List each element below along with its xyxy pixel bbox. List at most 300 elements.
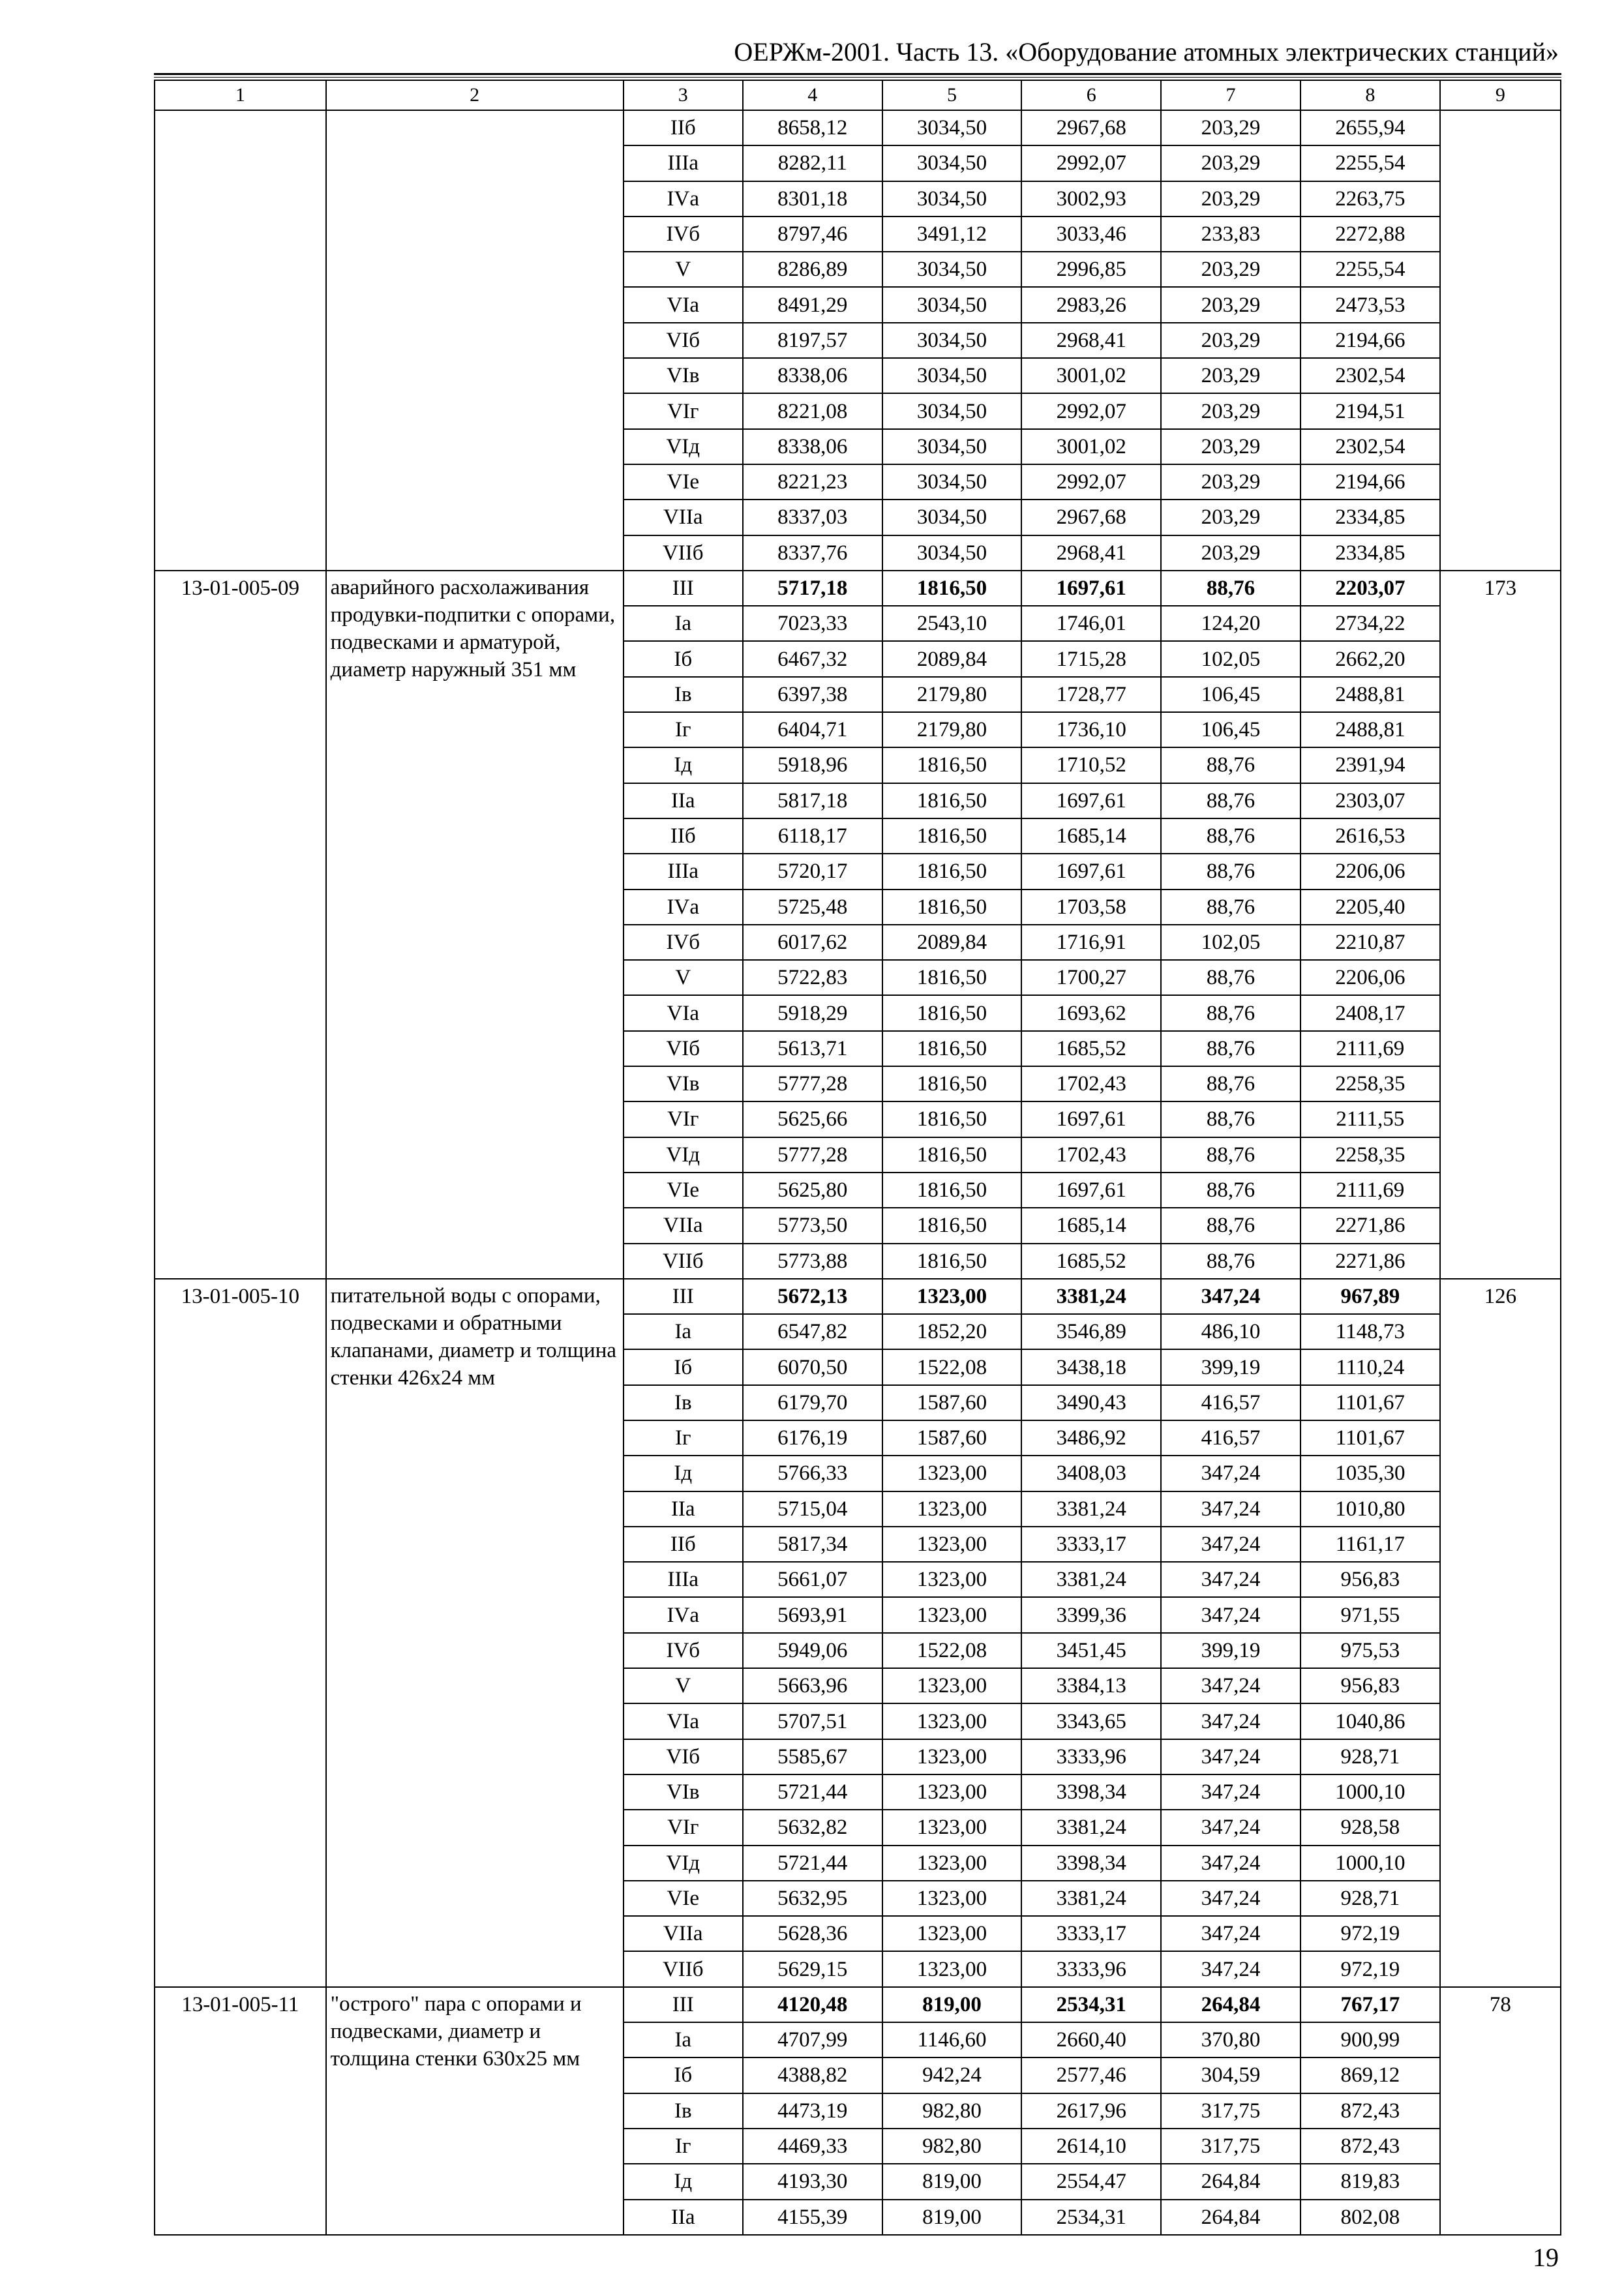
value-cell: 767,17 (1301, 1987, 1440, 2022)
value-cell: 2271,86 (1301, 1208, 1440, 1243)
value-cell: 6176,19 (743, 1420, 882, 1456)
value-cell: 5722,83 (743, 960, 882, 995)
value-cell: 942,24 (882, 2057, 1022, 2093)
value-cell: 203,29 (1161, 110, 1301, 145)
value-cell: 3002,93 (1021, 181, 1161, 217)
column-header: 6 (1021, 80, 1161, 110)
value-cell: 1816,50 (882, 818, 1022, 854)
value-cell: 1587,60 (882, 1420, 1022, 1456)
value-cell: 3034,50 (882, 500, 1022, 535)
value-cell: 1697,61 (1021, 1101, 1161, 1137)
value-cell: 8282,11 (743, 145, 882, 181)
value-cell: 1323,00 (882, 1597, 1022, 1632)
value-cell: 88,76 (1161, 960, 1301, 995)
value-cell: 5777,28 (743, 1066, 882, 1101)
zone-cell: Iа (624, 2022, 743, 2057)
zone-cell: IVб (624, 217, 743, 252)
value-cell: 3333,96 (1021, 1739, 1161, 1774)
value-cell: 2179,80 (882, 677, 1022, 712)
value-cell: 2111,69 (1301, 1031, 1440, 1066)
zone-cell: VIIа (624, 500, 743, 535)
value-cell: 2255,54 (1301, 145, 1440, 181)
zone-cell: VIг (624, 1810, 743, 1845)
value-cell: 2968,41 (1021, 535, 1161, 571)
item-code: 13-01-005-09 (155, 571, 326, 1279)
zone-cell: Iд (624, 747, 743, 783)
value-cell: 5817,34 (743, 1527, 882, 1562)
zone-cell: VIб (624, 1739, 743, 1774)
value-cell: 88,76 (1161, 995, 1301, 1030)
value-cell: 2179,80 (882, 712, 1022, 747)
value-cell: 1697,61 (1021, 854, 1161, 889)
value-cell: 106,45 (1161, 712, 1301, 747)
value-cell: 5632,95 (743, 1881, 882, 1916)
zone-cell: VIв (624, 1774, 743, 1810)
value-cell: 5625,80 (743, 1173, 882, 1208)
value-cell: 819,00 (882, 1987, 1022, 2022)
value-cell: 347,24 (1161, 1774, 1301, 1810)
value-cell: 1816,50 (882, 1137, 1022, 1173)
value-cell: 3398,34 (1021, 1774, 1161, 1810)
value-cell: 1110,24 (1301, 1349, 1440, 1384)
value-cell: 88,76 (1161, 1208, 1301, 1243)
value-cell: 5715,04 (743, 1491, 882, 1527)
value-cell: 3381,24 (1021, 1562, 1161, 1597)
value-cell: 2992,07 (1021, 393, 1161, 428)
value-cell: 2614,10 (1021, 2129, 1161, 2164)
value-cell: 5661,07 (743, 1562, 882, 1597)
zone-cell: Iг (624, 712, 743, 747)
value-cell: 6467,32 (743, 641, 882, 676)
value-cell: 1697,61 (1021, 571, 1161, 606)
value-cell: 2967,68 (1021, 500, 1161, 535)
value-cell: 8491,29 (743, 287, 882, 322)
zone-cell: IIб (624, 110, 743, 145)
zone-cell: V (624, 960, 743, 995)
value-cell: 347,24 (1161, 1951, 1301, 1986)
zone-cell: IVа (624, 1597, 743, 1632)
value-cell: 8658,12 (743, 110, 882, 145)
value-cell: 1323,00 (882, 1491, 1022, 1527)
value-cell: 2334,85 (1301, 500, 1440, 535)
value-cell: 1816,50 (882, 1031, 1022, 1066)
value-cell: 106,45 (1161, 677, 1301, 712)
value-cell: 88,76 (1161, 1101, 1301, 1137)
zone-cell: Iг (624, 1420, 743, 1456)
value-cell: 2210,87 (1301, 925, 1440, 960)
zone-cell: VIв (624, 1066, 743, 1101)
column-header: 2 (326, 80, 624, 110)
zone-cell: VIд (624, 1846, 743, 1881)
value-cell: 2263,75 (1301, 181, 1440, 217)
value-cell: 2543,10 (882, 606, 1022, 641)
value-cell: 203,29 (1161, 323, 1301, 358)
value-cell: 1746,01 (1021, 606, 1161, 641)
value-cell: 1148,73 (1301, 1314, 1440, 1349)
zone-cell: Iб (624, 641, 743, 676)
value-cell: 1587,60 (882, 1385, 1022, 1420)
value-cell: 347,24 (1161, 1703, 1301, 1739)
value-cell: 2203,07 (1301, 571, 1440, 606)
value-cell: 6017,62 (743, 925, 882, 960)
value-cell: 4707,99 (743, 2022, 882, 2057)
value-cell: 1816,50 (882, 995, 1022, 1030)
item-code: 13-01-005-10 (155, 1279, 326, 1987)
item-code (155, 110, 326, 571)
value-cell: 1710,52 (1021, 747, 1161, 783)
value-cell: 1040,86 (1301, 1703, 1440, 1739)
value-cell: 3384,13 (1021, 1668, 1161, 1703)
value-cell: 88,76 (1161, 854, 1301, 889)
value-cell: 1685,14 (1021, 818, 1161, 854)
value-cell: 2554,47 (1021, 2164, 1161, 2199)
item-description (326, 110, 624, 571)
value-cell: 88,76 (1161, 890, 1301, 925)
value-cell: 1685,52 (1021, 1031, 1161, 1066)
zone-cell: Iа (624, 1314, 743, 1349)
value-cell: 2534,31 (1021, 1987, 1161, 2022)
value-cell: 1697,61 (1021, 1173, 1161, 1208)
value-cell: 3408,03 (1021, 1456, 1161, 1491)
value-cell: 8197,57 (743, 323, 882, 358)
value-cell: 5672,13 (743, 1279, 882, 1314)
value-cell: 8221,23 (743, 464, 882, 500)
zone-cell: VIг (624, 393, 743, 428)
value-cell: 802,08 (1301, 2200, 1440, 2235)
value-cell: 1703,58 (1021, 890, 1161, 925)
header-rule-thin (154, 77, 1561, 78)
zone-cell: VIг (624, 1101, 743, 1137)
value-cell: 3333,17 (1021, 1527, 1161, 1562)
value-cell: 819,00 (882, 2164, 1022, 2199)
value-cell: 5585,67 (743, 1739, 882, 1774)
price-table (154, 80, 1561, 2236)
zone-cell: Iв (624, 2093, 743, 2129)
value-cell: 264,84 (1161, 2200, 1301, 2235)
value-cell: 928,71 (1301, 1881, 1440, 1916)
value-cell: 3438,18 (1021, 1349, 1161, 1384)
value-cell: 3034,50 (882, 181, 1022, 217)
value-cell: 819,83 (1301, 2164, 1440, 2199)
table-row (155, 1279, 1561, 1314)
value-cell: 5613,71 (743, 1031, 882, 1066)
value-cell: 8301,18 (743, 181, 882, 217)
value-cell: 1161,17 (1301, 1527, 1440, 1562)
value-cell: 2473,53 (1301, 287, 1440, 322)
value-cell: 872,43 (1301, 2129, 1440, 2164)
value-cell: 5777,28 (743, 1137, 882, 1173)
zone-cell: Iб (624, 1349, 743, 1384)
value-cell: 2194,66 (1301, 464, 1440, 500)
value-cell: 3486,92 (1021, 1420, 1161, 1456)
table-row (155, 110, 1561, 145)
value-cell: 264,84 (1161, 2164, 1301, 2199)
value-cell: 203,29 (1161, 181, 1301, 217)
value-cell: 2488,81 (1301, 712, 1440, 747)
zone-cell: VIе (624, 464, 743, 500)
page-header: ОЕРЖм-2001. Часть 13. «Оборудование атомных электрических станций» (734, 37, 1559, 67)
value-cell: 2967,68 (1021, 110, 1161, 145)
value-cell: 416,57 (1161, 1385, 1301, 1420)
column-number-row (155, 80, 1561, 110)
value-cell: 1323,00 (882, 1703, 1022, 1739)
value-cell: 2534,31 (1021, 2200, 1161, 2235)
value-cell: 1736,10 (1021, 712, 1161, 747)
value-cell: 2734,22 (1301, 606, 1440, 641)
zone-cell: III (624, 1987, 743, 2022)
zone-cell: VIIб (624, 1244, 743, 1279)
value-cell: 5918,96 (743, 747, 882, 783)
value-cell: 6397,38 (743, 677, 882, 712)
value-cell: 1323,00 (882, 1456, 1022, 1491)
table-body (155, 110, 1561, 2235)
value-cell: 1816,50 (882, 1101, 1022, 1137)
page-number: 19 (1533, 2243, 1559, 2272)
item-total: 173 (1440, 571, 1561, 1279)
item-description: аварийного расхолаживания продувки-подпитки с опорами, подвесками и арматурой, диаметр наружный 351 мм (326, 571, 624, 1279)
value-cell: 2968,41 (1021, 323, 1161, 358)
value-cell: 1816,50 (882, 1208, 1022, 1243)
value-cell: 2258,35 (1301, 1137, 1440, 1173)
zone-cell: Iа (624, 606, 743, 641)
value-cell: 2194,66 (1301, 323, 1440, 358)
value-cell: 2488,81 (1301, 677, 1440, 712)
value-cell: 928,58 (1301, 1810, 1440, 1845)
value-cell: 1101,67 (1301, 1420, 1440, 1456)
zone-cell: Iд (624, 1456, 743, 1491)
value-cell: 5632,82 (743, 1810, 882, 1845)
value-cell: 5629,15 (743, 1951, 882, 1986)
value-cell: 2089,84 (882, 641, 1022, 676)
value-cell: 967,89 (1301, 1279, 1440, 1314)
value-cell: 8338,06 (743, 429, 882, 464)
column-header: 8 (1301, 80, 1440, 110)
value-cell: 2206,06 (1301, 854, 1440, 889)
value-cell: 1323,00 (882, 1846, 1022, 1881)
value-cell: 2302,54 (1301, 358, 1440, 393)
zone-cell: V (624, 1668, 743, 1703)
value-cell: 4388,82 (743, 2057, 882, 2093)
value-cell: 347,24 (1161, 1810, 1301, 1845)
value-cell: 1816,50 (882, 783, 1022, 818)
value-cell: 971,55 (1301, 1597, 1440, 1632)
table-row (155, 1987, 1561, 2022)
value-cell: 3034,50 (882, 287, 1022, 322)
zone-cell: VIа (624, 995, 743, 1030)
value-cell: 5766,33 (743, 1456, 882, 1491)
value-cell: 2111,69 (1301, 1173, 1440, 1208)
value-cell: 6404,71 (743, 712, 882, 747)
value-cell: 2255,54 (1301, 252, 1440, 287)
value-cell: 2617,96 (1021, 2093, 1161, 2129)
value-cell: 2992,07 (1021, 464, 1161, 500)
value-cell: 5707,51 (743, 1703, 882, 1739)
value-cell: 2271,86 (1301, 1244, 1440, 1279)
value-cell: 88,76 (1161, 1173, 1301, 1208)
value-cell: 3001,02 (1021, 429, 1161, 464)
value-cell: 1010,80 (1301, 1491, 1440, 1527)
value-cell: 5663,96 (743, 1668, 882, 1703)
value-cell: 102,05 (1161, 925, 1301, 960)
value-cell: 819,00 (882, 2200, 1022, 2235)
value-cell: 1728,77 (1021, 677, 1161, 712)
value-cell: 347,24 (1161, 1597, 1301, 1632)
value-cell: 2302,54 (1301, 429, 1440, 464)
value-cell: 370,80 (1161, 2022, 1301, 2057)
value-cell: 5625,66 (743, 1101, 882, 1137)
zone-cell: Iв (624, 677, 743, 712)
value-cell: 3034,50 (882, 110, 1022, 145)
value-cell: 203,29 (1161, 464, 1301, 500)
value-cell: 4193,30 (743, 2164, 882, 2199)
value-cell: 8797,46 (743, 217, 882, 252)
value-cell: 304,59 (1161, 2057, 1301, 2093)
zone-cell: VIа (624, 287, 743, 322)
value-cell: 3381,24 (1021, 1279, 1161, 1314)
header-rule (154, 73, 1561, 75)
zone-cell: VIе (624, 1881, 743, 1916)
value-cell: 3033,46 (1021, 217, 1161, 252)
value-cell: 88,76 (1161, 1244, 1301, 1279)
value-cell: 1702,43 (1021, 1137, 1161, 1173)
value-cell: 486,10 (1161, 1314, 1301, 1349)
value-cell: 3451,45 (1021, 1633, 1161, 1668)
value-cell: 5773,50 (743, 1208, 882, 1243)
value-cell: 233,83 (1161, 217, 1301, 252)
value-cell: 203,29 (1161, 429, 1301, 464)
value-cell: 1035,30 (1301, 1456, 1440, 1491)
value-cell: 3001,02 (1021, 358, 1161, 393)
value-cell: 975,53 (1301, 1633, 1440, 1668)
value-cell: 3490,43 (1021, 1385, 1161, 1420)
zone-cell: IIа (624, 2200, 743, 2235)
value-cell: 3034,50 (882, 323, 1022, 358)
value-cell: 1816,50 (882, 1066, 1022, 1101)
zone-cell: Iг (624, 2129, 743, 2164)
value-cell: 1716,91 (1021, 925, 1161, 960)
table-row (155, 571, 1561, 606)
item-description: питательной воды с опорами, подвесками и обратными клапанами, диаметр и толщина стенки 426х24 мм (326, 1279, 624, 1987)
value-cell: 3034,50 (882, 358, 1022, 393)
value-cell: 2996,85 (1021, 252, 1161, 287)
value-cell: 203,29 (1161, 393, 1301, 428)
value-cell: 8286,89 (743, 252, 882, 287)
value-cell: 347,24 (1161, 1491, 1301, 1527)
item-total: 126 (1440, 1279, 1561, 1987)
zone-cell: IVб (624, 1633, 743, 1668)
value-cell: 124,20 (1161, 606, 1301, 641)
value-cell: 5693,91 (743, 1597, 882, 1632)
zone-cell: IIб (624, 818, 743, 854)
value-cell: 6070,50 (743, 1349, 882, 1384)
zone-cell: VIIа (624, 1208, 743, 1243)
zone-cell: III (624, 571, 743, 606)
value-cell: 4469,33 (743, 2129, 882, 2164)
value-cell: 2303,07 (1301, 783, 1440, 818)
column-header: 4 (743, 80, 882, 110)
value-cell: 1816,50 (882, 1173, 1022, 1208)
value-cell: 1715,28 (1021, 641, 1161, 676)
column-header: 9 (1440, 80, 1561, 110)
value-cell: 1000,10 (1301, 1774, 1440, 1810)
value-cell: 2983,26 (1021, 287, 1161, 322)
value-cell: 2111,55 (1301, 1101, 1440, 1137)
value-cell: 3034,50 (882, 393, 1022, 428)
value-cell: 2662,20 (1301, 641, 1440, 676)
zone-cell: VIа (624, 1703, 743, 1739)
value-cell: 5721,44 (743, 1846, 882, 1881)
zone-cell: IIIа (624, 1562, 743, 1597)
value-cell: 3343,65 (1021, 1703, 1161, 1739)
zone-cell: VIб (624, 1031, 743, 1066)
value-cell: 869,12 (1301, 2057, 1440, 2093)
value-cell: 1816,50 (882, 854, 1022, 889)
value-cell: 5720,17 (743, 854, 882, 889)
value-cell: 1816,50 (882, 1244, 1022, 1279)
column-header: 7 (1161, 80, 1301, 110)
value-cell: 347,24 (1161, 1456, 1301, 1491)
value-cell: 3381,24 (1021, 1881, 1161, 1916)
value-cell: 347,24 (1161, 1739, 1301, 1774)
value-cell: 2272,88 (1301, 217, 1440, 252)
value-cell: 5949,06 (743, 1633, 882, 1668)
value-cell: 317,75 (1161, 2093, 1301, 2129)
value-cell: 982,80 (882, 2093, 1022, 2129)
zone-cell: VIIб (624, 1951, 743, 1986)
value-cell: 88,76 (1161, 1137, 1301, 1173)
value-cell: 8338,06 (743, 358, 882, 393)
value-cell: 2258,35 (1301, 1066, 1440, 1101)
value-cell: 2206,06 (1301, 960, 1440, 995)
item-description: "острого" пара с опорами и подвесками, диаметр и толщина стенки 630х25 мм (326, 1987, 624, 2235)
value-cell: 3034,50 (882, 429, 1022, 464)
zone-cell: VIIа (624, 1916, 743, 1951)
value-cell: 8221,08 (743, 393, 882, 428)
value-cell: 1146,60 (882, 2022, 1022, 2057)
zone-cell: VIд (624, 429, 743, 464)
item-code: 13-01-005-11 (155, 1987, 326, 2235)
value-cell: 956,83 (1301, 1562, 1440, 1597)
item-total: 78 (1440, 1987, 1561, 2235)
value-cell: 317,75 (1161, 2129, 1301, 2164)
value-cell: 2391,94 (1301, 747, 1440, 783)
value-cell: 2992,07 (1021, 145, 1161, 181)
value-cell: 1323,00 (882, 1739, 1022, 1774)
value-cell: 1816,50 (882, 747, 1022, 783)
value-cell: 3034,50 (882, 252, 1022, 287)
value-cell: 982,80 (882, 2129, 1022, 2164)
value-cell: 1852,20 (882, 1314, 1022, 1349)
value-cell: 1685,14 (1021, 1208, 1161, 1243)
item-total (1440, 110, 1561, 571)
value-cell: 3034,50 (882, 145, 1022, 181)
value-cell: 1685,52 (1021, 1244, 1161, 1279)
value-cell: 4473,19 (743, 2093, 882, 2129)
value-cell: 416,57 (1161, 1420, 1301, 1456)
value-cell: 203,29 (1161, 358, 1301, 393)
value-cell: 1000,10 (1301, 1846, 1440, 1881)
value-cell: 1702,43 (1021, 1066, 1161, 1101)
value-cell: 2194,51 (1301, 393, 1440, 428)
column-header: 1 (155, 80, 326, 110)
value-cell: 5773,88 (743, 1244, 882, 1279)
value-cell: 928,71 (1301, 1739, 1440, 1774)
value-cell: 1323,00 (882, 1881, 1022, 1916)
value-cell: 88,76 (1161, 747, 1301, 783)
zone-cell: III (624, 1279, 743, 1314)
zone-cell: IVб (624, 925, 743, 960)
value-cell: 4120,48 (743, 1987, 882, 2022)
